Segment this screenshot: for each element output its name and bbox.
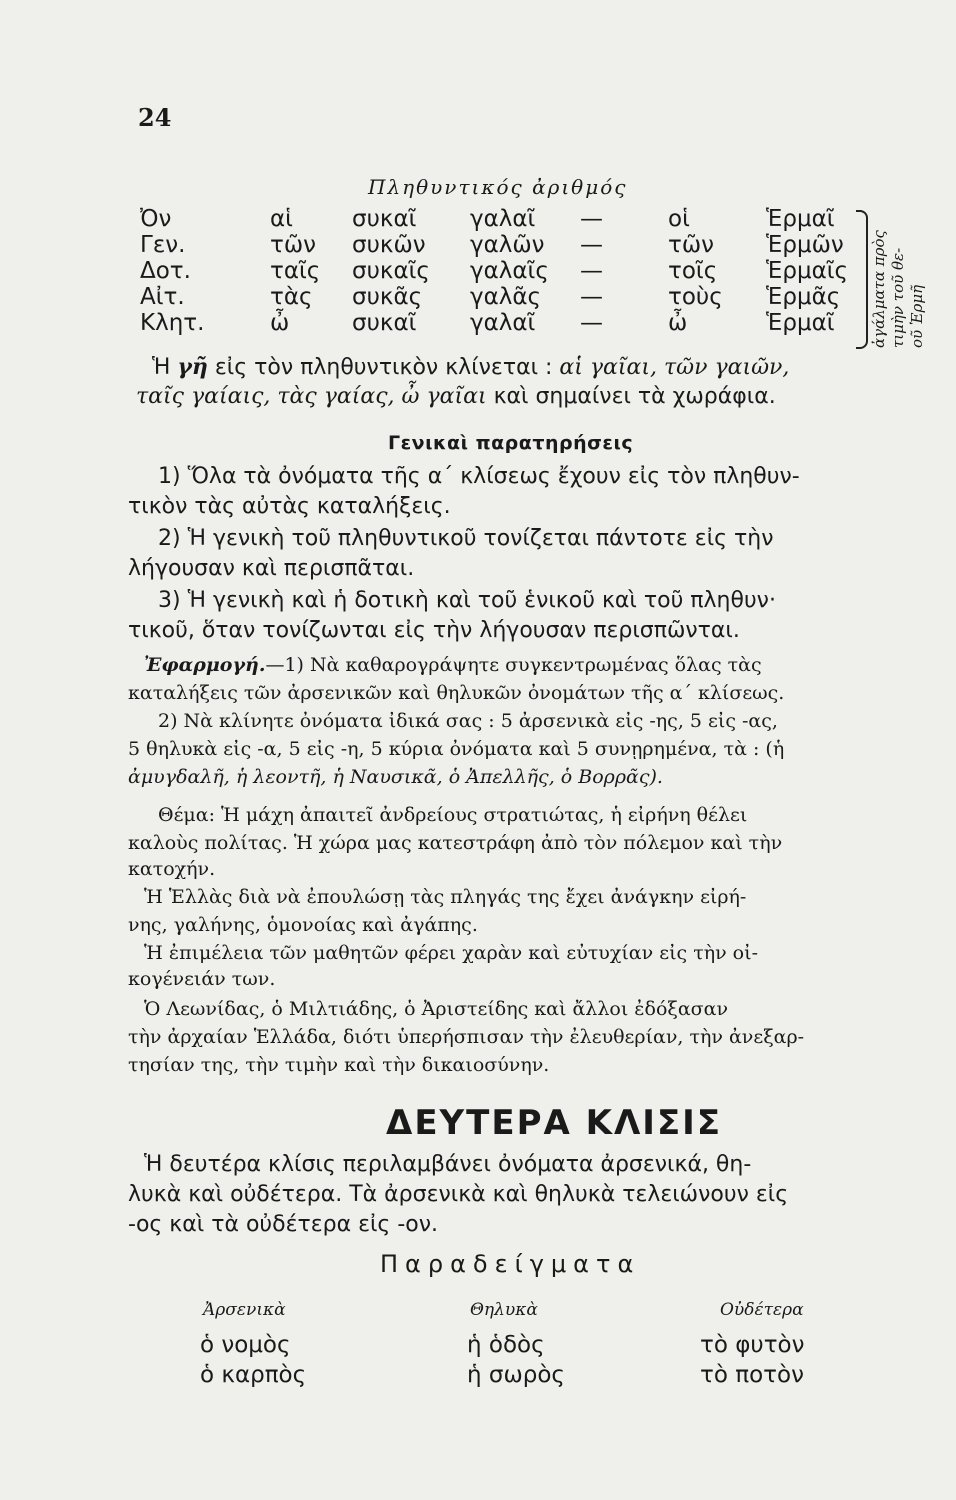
example-neuter: τὸ φυτὸν xyxy=(700,1332,805,1358)
word-hermes: Ἑρμαῖ xyxy=(766,310,835,336)
second-declension-title: ΔΕΥΤΕΡΑ ΚΛΙΣΙΣ xyxy=(386,1103,723,1143)
word-hermes: Ἑρμᾶς xyxy=(766,284,841,310)
dash: — xyxy=(580,258,603,284)
dash: — xyxy=(580,310,603,336)
application-line: 2) Νὰ κλίνητε ὀνόματα ἰδικά σας : 5 ἀρσενικὰ εἰς -ης, 5 εἰς -ας, xyxy=(158,710,778,732)
word-hermes: Ἑρμῶν xyxy=(766,232,844,258)
theme-line: νης, γαλήνης, ὁμονοίας καὶ ἀγάπης. xyxy=(128,914,478,936)
word-syke: συκαῖς xyxy=(352,258,430,284)
word-hermes: Ἑρμαῖς xyxy=(766,258,849,284)
article: ταῖς xyxy=(270,258,321,284)
theme-line: κατοχήν. xyxy=(128,858,216,880)
article-masc: τοὺς xyxy=(668,284,723,310)
application-line-1 xyxy=(144,650,762,680)
dash: — xyxy=(580,232,603,258)
ge-note-word: γῆ xyxy=(177,354,208,380)
article: αἱ xyxy=(270,206,293,232)
application-line: ἀμυγδαλῆ, ἡ λεοντῆ, ἡ Ναυσικᾶ, ὁ Ἀπελλῆς, ὁ Βορρᾶς). xyxy=(128,766,663,788)
plural-number-heading: Πληθυντικός ἀριθμός xyxy=(368,175,628,199)
ge-note-text: εἰς τὸν πληθυντικὸν κλίνεται : xyxy=(207,355,560,380)
word-gale: γαλαῖς xyxy=(470,258,549,284)
column-header-neuter: Οὐδέτερα xyxy=(720,1300,804,1320)
page-number: 24 xyxy=(138,103,172,132)
word-gale: γαλαῖ xyxy=(470,206,536,232)
theme-line: Θέμα: Ἡ μάχη ἀπαιτεῖ ἀνδρείους στρατιώτας, ἡ εἰρήνη θέλει xyxy=(158,804,748,826)
observation-line: λήγουσαν καὶ περισπᾶται. xyxy=(128,556,415,581)
application-label: Ἐφαρμογή. xyxy=(144,654,266,676)
theme-line: καλοὺς πολίτας. Ἡ χώρα μας κατεστράφη ἀπὸ τὸν πόλεμον καὶ τὴν xyxy=(128,832,783,854)
intro-line: λυκὰ καὶ οὐδέτερα. Τὰ ἀρσενικὰ καὶ θηλυκὰ τελειώνουν εἰς xyxy=(128,1182,789,1207)
example-neuter: τὸ ποτὸν xyxy=(700,1362,804,1388)
word-gale: γαλῶν xyxy=(470,232,545,258)
side-note-line-1: ἀγάλματα πρὸς xyxy=(870,230,888,348)
ge-note-line-2 xyxy=(136,382,776,412)
word-syke: συκαῖ xyxy=(352,310,417,336)
application-line: 5 θηλυκὰ εἰς -α, 5 εἰς -η, 5 κύρια ὀνόματα καὶ 5 συνῃρημένα, τὰ : (ἡ xyxy=(128,738,785,760)
case-label: Γεν. xyxy=(140,232,186,258)
word-syke: συκαῖ xyxy=(352,206,417,232)
ge-note-text: καὶ σημαίνει τὰ χωράφια. xyxy=(486,384,776,409)
word-syke: συκῶν xyxy=(352,232,426,258)
example-feminine: ἡ σωρὸς xyxy=(467,1362,565,1388)
example-feminine: ἡ ὁδὸς xyxy=(467,1332,545,1358)
theme-line: Ἡ ἐπιμέλεια τῶν μαθητῶν φέρει χαρὰν καὶ εὐτυχίαν εἰς τὴν οἰ- xyxy=(144,942,758,964)
examples-heading: Παραδείγματα xyxy=(380,1250,641,1278)
article-masc: οἱ xyxy=(668,206,690,232)
article-masc: τοῖς xyxy=(668,258,718,284)
example-masculine: ὁ νομὸς xyxy=(200,1332,291,1358)
theme-line: κογένειάν των. xyxy=(128,968,276,990)
word-hermes: Ἑρμαῖ xyxy=(766,206,835,232)
article-masc: ὦ xyxy=(668,310,688,336)
theme-line: τησίαν της, τὴν τιμὴν καὶ τὴν δικαιοσύνην. xyxy=(128,1054,550,1076)
ge-note-forms: αἱ γαῖαι, τῶν γαιῶν, xyxy=(559,355,790,380)
column-header-masculine: Ἀρσενικὰ xyxy=(203,1300,286,1320)
side-note-line-3: οῦ Ἑρμῆ xyxy=(908,284,926,348)
observation-line: τικὸν τὰς αὐτὰς καταλήξεις. xyxy=(128,494,451,519)
ge-note-line-1 xyxy=(152,352,789,383)
observation-line: 2) Ἡ γενικὴ τοῦ πληθυντικοῦ τονίζεται πάντοτε εἰς τὴν xyxy=(158,526,774,551)
ge-note-forms: ταῖς γαίαις, τὰς γαίας, ὦ γαῖαι xyxy=(136,384,487,409)
dash: — xyxy=(580,206,603,232)
article: τὰς xyxy=(270,284,313,310)
article-masc: τῶν xyxy=(668,232,714,258)
observation-line: 1) Ὅλα τὰ ὀνόματα τῆς α΄ κλίσεως ἔχουν εἰς τὸν πληθυν- xyxy=(158,464,800,489)
intro-line: Ἡ δευτέρα κλίσις περιλαμβάνει ὀνόματα ἀρσενικά, θη- xyxy=(144,1152,752,1177)
article: τῶν xyxy=(270,232,316,258)
word-gale: γαλᾶς xyxy=(470,284,542,310)
observation-line: 3) Ἡ γενικὴ καὶ ἡ δοτικὴ καὶ τοῦ ἑνικοῦ καὶ τοῦ πληθυν· xyxy=(158,588,776,613)
case-label: Κλητ. xyxy=(140,310,205,336)
theme-line: Ἡ Ἑλλὰς διὰ νὰ ἐπουλώσῃ τὰς πληγάς της ἔχει ἀνάγκην εἰρή- xyxy=(144,886,747,908)
theme-line: Ὁ Λεωνίδας, ὁ Μιλτιάδης, ὁ Ἀριστείδης καὶ ἄλλοι ἐδόξασαν xyxy=(144,998,729,1020)
theme-line: τὴν ἀρχαίαν Ἑλλάδα, διότι ὑπερήσπισαν τὴν ἐλευθερίαν, τὴν ἀνεξαρ- xyxy=(128,1026,805,1048)
ge-note-text: Ἡ xyxy=(152,355,178,380)
column-header-feminine: Θηλυκὰ xyxy=(470,1300,538,1320)
intro-line: -ος καὶ τὰ οὐδέτερα εἰς -ον. xyxy=(128,1212,439,1237)
right-brace xyxy=(856,210,868,349)
application-text: —1) Νὰ καθαρογράψητε συγκεντρωμένας ὅλας τὰς xyxy=(265,654,762,676)
case-label: Δοτ. xyxy=(140,258,191,284)
case-label: Ὀν xyxy=(140,206,172,232)
case-label: Αἰτ. xyxy=(140,284,185,310)
dash: — xyxy=(580,284,603,310)
side-note-line-2: τιμὴν τοῦ θε- xyxy=(889,247,907,348)
general-observations-heading: Γενικαὶ παρατηρήσεις xyxy=(388,432,634,454)
article: ὦ xyxy=(270,310,290,336)
example-masculine: ὁ καρπὸς xyxy=(200,1362,307,1388)
observation-line: τικοῦ, ὅταν τονίζωνται εἰς τὴν λήγουσαν περισπῶνται. xyxy=(128,618,740,643)
application-line: καταλήξεις τῶν ἀρσενικῶν καὶ θηλυκῶν ὀνομάτων τῆς α΄ κλίσεως. xyxy=(128,682,785,704)
word-gale: γαλαῖ xyxy=(470,310,536,336)
word-syke: συκᾶς xyxy=(352,284,423,310)
